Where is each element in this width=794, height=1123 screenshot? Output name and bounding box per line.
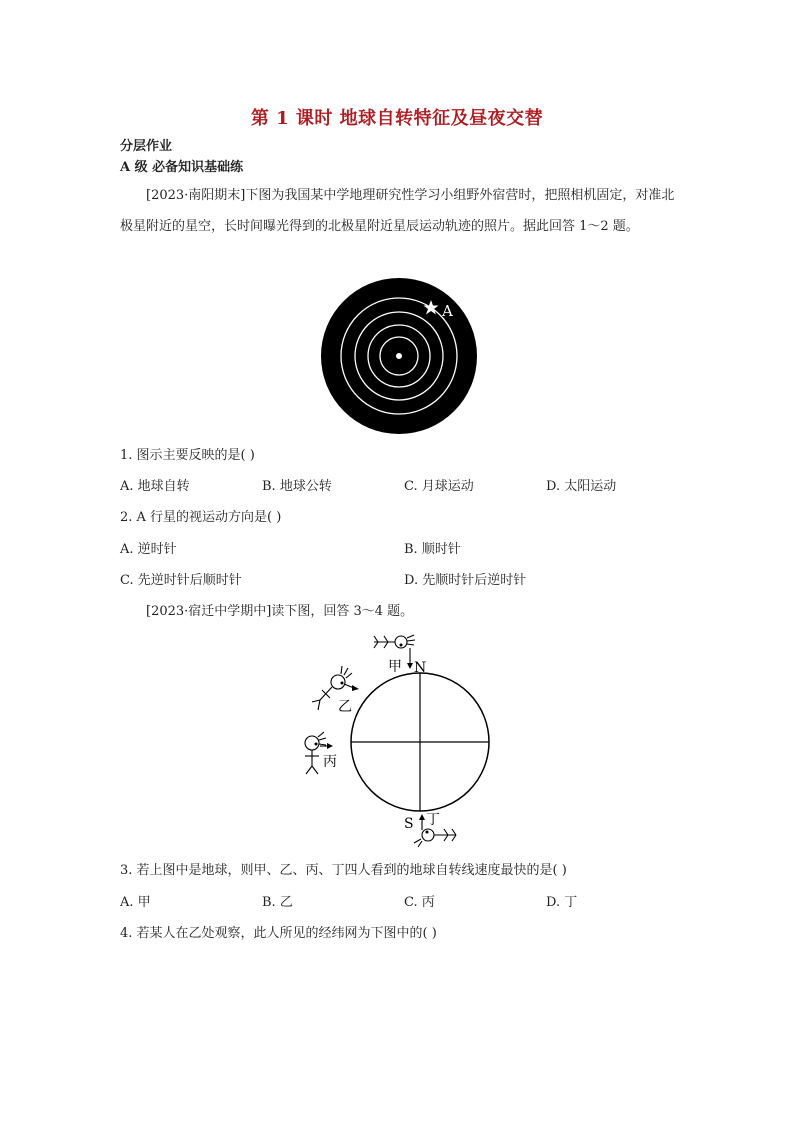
star-a-label: A (442, 302, 453, 320)
q2-option-b: B. 顺时针 (404, 542, 461, 557)
q1-option-c: C. 月球运动 (404, 479, 474, 494)
q3-stem: 3. 若上图中是地球，则甲、乙、丙、丁四人看到的地球自转线速度最快的是( ) (120, 863, 567, 878)
earth-observer-figure (296, 628, 506, 848)
label-yi: 乙 (338, 699, 352, 715)
star-trail-figure (318, 277, 482, 437)
q2-option-a: A. 逆时针 (120, 542, 177, 557)
q2-option-c: C. 先逆时针后顺时针 (120, 573, 242, 588)
label-bing: 丙 (323, 754, 337, 770)
section-heading: 分层作业 (120, 139, 173, 154)
q1-option-d: D. 太阳运动 (546, 479, 617, 494)
intro-paragraph-1: [2023·南阳期末]下图为我国某中学地理研究性学习小组野外宿营时，把照相机固定，对准北极星附近的星空，长时间曝光得到的北极星附近星辰运动轨迹的照片。据此回答 1～2 题。 (120, 188, 675, 234)
polaris-dot (396, 353, 402, 359)
intro-paragraph-2: [2023·宿迁中学期中]读下图，回答 3～4 题。 (146, 604, 414, 619)
q1-option-a: A. 地球自转 (120, 479, 190, 494)
page-title: 第 1 课时 地球自转特征及昼夜交替 (250, 108, 544, 129)
label-south: S (404, 816, 414, 832)
q2-stem: 2. A 行星的视运动方向是( ) (120, 510, 282, 525)
q3-option-a: A. 甲 (120, 895, 151, 910)
level-heading: A 级 必备知识基础练 (120, 160, 244, 175)
arrow-ding-icon (419, 814, 425, 820)
q1-option-b: B. 地球公转 (262, 479, 332, 494)
label-jia: 甲 (388, 659, 402, 675)
q2-option-d: D. 先顺时针后逆时针 (404, 573, 527, 588)
q1-stem: 1. 图示主要反映的是( ) (120, 448, 255, 463)
arrow-yi-icon (352, 685, 359, 691)
q3-option-b: B. 乙 (262, 895, 293, 910)
q3-option-c: C. 丙 (404, 895, 435, 910)
label-north: N (414, 660, 427, 676)
arrow-jia-icon (407, 663, 413, 669)
label-ding: 丁 (426, 812, 440, 828)
arrow-bing-icon (327, 743, 333, 749)
q3-option-d: D. 丁 (546, 895, 578, 910)
q4-stem: 4. 若某人在乙处观察，此人所见的经纬网为下图中的( ) (120, 926, 437, 941)
